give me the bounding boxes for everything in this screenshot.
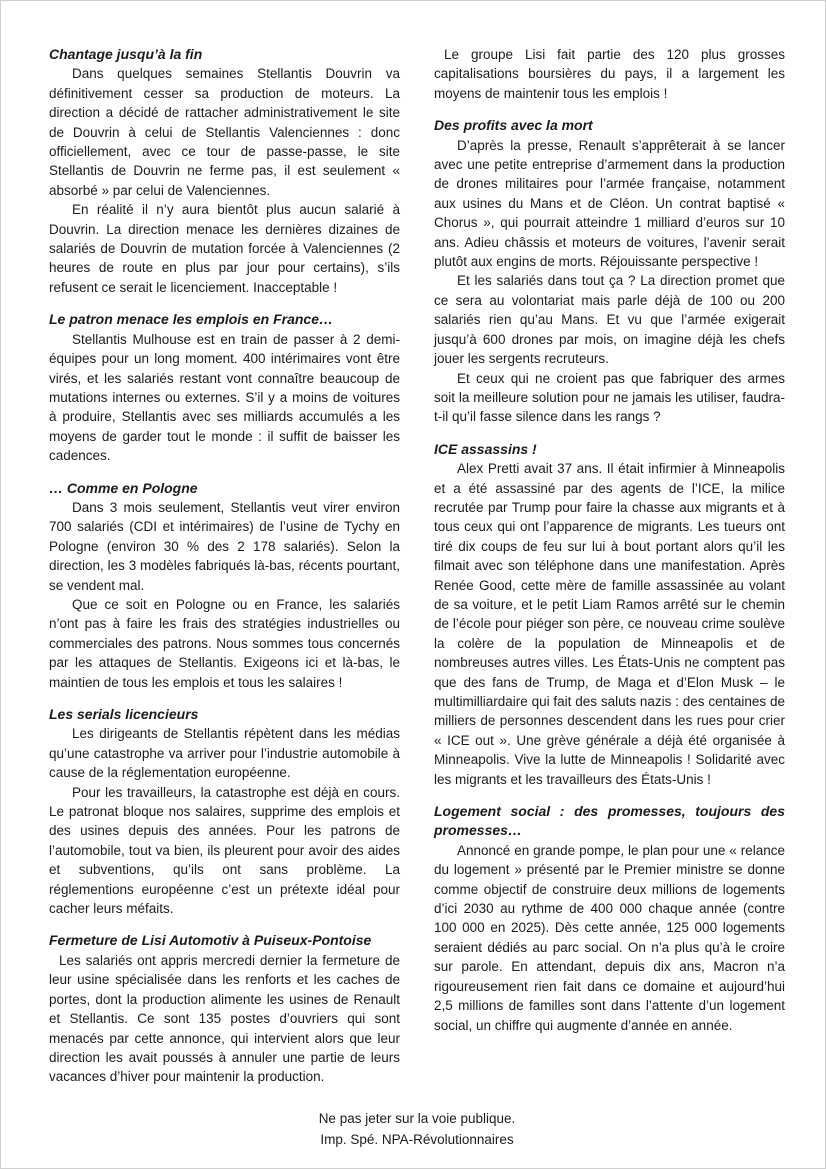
section-heading: Des profits avec la mort [434,117,593,134]
section-heading: … Comme en Pologne [49,479,198,496]
section-heading: Fermeture de Lisi Automotiv à Puiseux-Pontoise [49,932,372,949]
paragraph: En réalité il n’y aura bientôt plus aucun salarié à Douvrin. La direction menace les dernières dizaines de salariés de Douvrin de mutation forcée à Valenciennes (2 heures de route en plus par jour pour certains), s’ils refusent ce serait le licenciement. Inacceptable ! [49,202,400,295]
section-comme-en-pologne [49,479,400,692]
section-ice-assassins [434,440,785,789]
paragraph: Alex Pretti avait 37 ans. Il était infirmier à Minneapolis et a été assassiné par des agents de l’ICE, la milice recrutée par Trump pour faire la chasse aux migrants et à tous ceux qui ont l’apparence de migrants. Les tueurs ont tiré dix coups de feu sur lui à bout portant alors qu’il les filmait avec son téléphone dans une manifestation. Après Renée Good, cette mère de famille assassinée au volant de sa voiture, et le petit Liam Ramos arrêté sur le chemin de l’école pour piéger son père, ce nouveau crime soulève la colère de la population de Minneapolis et de nombreuses autres villes. Les États-Unis ne comptent pas que des fans de Trump, de Maga et d’Elon Musk – le multimilliardaire qui fait des saluts nazis : des centaines de milliers de personnes descendent dans les rues pour crier « ICE out ». Une grève générale a déjà été organisée à Minneapolis. Vive la lutte de Minneapolis ! Solidarité avec les migrants et les travailleurs des États-Unis ! [434,461,785,787]
section-heading: ICE assassins ! [434,440,537,457]
section-serials-licencieurs [49,705,400,918]
paragraph: Les salariés ont appris mercredi dernier la fermeture de leur usine spécialisée dans les renforts et les caches de portes, dont la production alimente les usines de Renault et Stellantis. Ce sont 135 postes d’ouvriers qui sont menacés par cette annonce, qui intervient alors que leur direction les avait poussés à annuler une partie de leurs vacances d’hiver pour maintenir la production. [49,952,400,1085]
paragraph: Et ceux qui ne croient pas que fabriquer des armes soit la meilleure solution pour ne jamais les utiliser, faudra-t-il qu’il fasse silence dans les rangs ? [434,370,785,425]
paragraph: Stellantis Mulhouse est en train de passer à 2 demi-équipes pour un long moment. 400 intérimaires vont être virés, et les salariés restant vont connaître beaucoup de mutations internes ou externes. S’il y a moins de voitures à produire, Stellantis avec ses milliards accumulés a les moyens de garder tout le monde : il suffit de baisser les cadences. [49,331,400,464]
section-heading: Les serials licencieurs [49,706,199,722]
section-profits-avec-la-mort [434,116,785,427]
section-heading: Chantage jusqu’à la fin [49,46,203,62]
footer-line-1: Ne pas jeter sur la voie publique. [318,1111,516,1126]
columns [49,45,785,1108]
paragraph: D’après la presse, Renault s’apprêterait à se lancer avec une petite entreprise d’armement dans la production de drones militaires pour l’armée française, notamment aux usines du Mans et de Cléon. Un contrat baptisé « Chorus », qui pourrait atteindre 1 milliard d’euros sur 10 ans. Adieu châssis et moteurs de voitures, l’avenir serait plutôt aux engins de morts. Réjouissante perspective ! [434,137,785,270]
footer-line-2: Imp. Spé. NPA-Révolutionnaires [320,1132,514,1147]
paragraph: Pour les travailleurs, la catastrophe est déjà en cours. Le patronat bloque nos salaires, supprime des emplois et des usines depuis des années. Pour les patrons de l’automobile, tout va bien, ils pleurent pour avoir des aides et subventions, qu’ils ont sans problème. La réglementions européenne c’est un prétexte idéal pour cacher leurs méfaits. [49,784,400,917]
right-column [434,45,785,1108]
section-fermeture-lisi [49,931,400,1086]
section-groupe-lisi-continuation [434,45,785,103]
paragraph: Que ce soit en Pologne ou en France, les salariés n’ont pas à faire les frais des stratégies industrielles ou commerciales des patrons. Nous sommes tous concernés par les attaques de Stellantis. Exigeons ici et là-bas, le maintien de tous les emplois et tous les salaires ! [49,596,400,690]
paragraph: Et les salariés dans tout ça ? La direction promet que ce sera au volontariat mais parle déjà de 100 ou 200 salariés rien qu’au Mans. Et vu que l’armée exigerait jusqu’à 600 drones par mois, on imagine déjà les chefs jouer les sergents recruteurs. [434,273,785,367]
section-chantage-jusqua-la-fin [49,45,400,297]
paragraph: Dans quelques semaines Stellantis Douvrin va définitivement cesser sa production de moteurs. La direction a décidé de rattacher administrativement le site de Douvrin à celui de Stellantis Valenciennes : donc officiellement, avec ce tour de passe-passe, le site Stellantis de Douvrin ne ferme pas, il est seulement « absorbé » par celui de Valenciennes. [49,66,400,198]
footer [49,1108,785,1156]
section-heading: Le patron menace les emplois en France… [49,311,333,328]
section-logement-social [434,802,785,1035]
section-heading: Logement social : des promesses, toujours des promesses… [434,803,785,839]
paragraph: Dans 3 mois seulement, Stellantis veut virer environ 700 salariés (CDI et intérimaires) de l’usine de Tychy en Pologne (environ 30 % des 2 178 salariés). Selon la direction, les 3 modèles fabriqués là-bas, récents pourtant, se vendent mal. [49,499,400,593]
paragraph: Le groupe Lisi fait partie des 120 plus grosses capitalisations boursières du pays, il a largement les moyens de maintenir tous les emplois ! [434,47,785,101]
left-column [49,45,400,1108]
paragraph: Annoncé en grande pompe, le plan pour une « relance du logement » présenté par le Premier ministre se donne comme objectif de construire deux millions de logements d’ici 2030 au rythme de 400 000 chaque année (contre 100 000 en 2025). Dès cette année, 125 000 logements seraient dédiés au parc social. On n’a plus qu’à le croire sur parole. En attendant, depuis dix ans, Macron n’a rigoureusement rien fait dans ce domaine et aujourd’hui 2,5 millions de familles sont dans l’attente d’un logement social, un chiffre qui augmente d’année en année. [434,842,785,1033]
section-patron-menace-emplois [49,310,400,465]
paragraph: Les dirigeants de Stellantis répètent dans les médias qu’une catastrophe va arriver pour l’industrie automobile à cause de la réglementation européenne. [49,726,400,781]
